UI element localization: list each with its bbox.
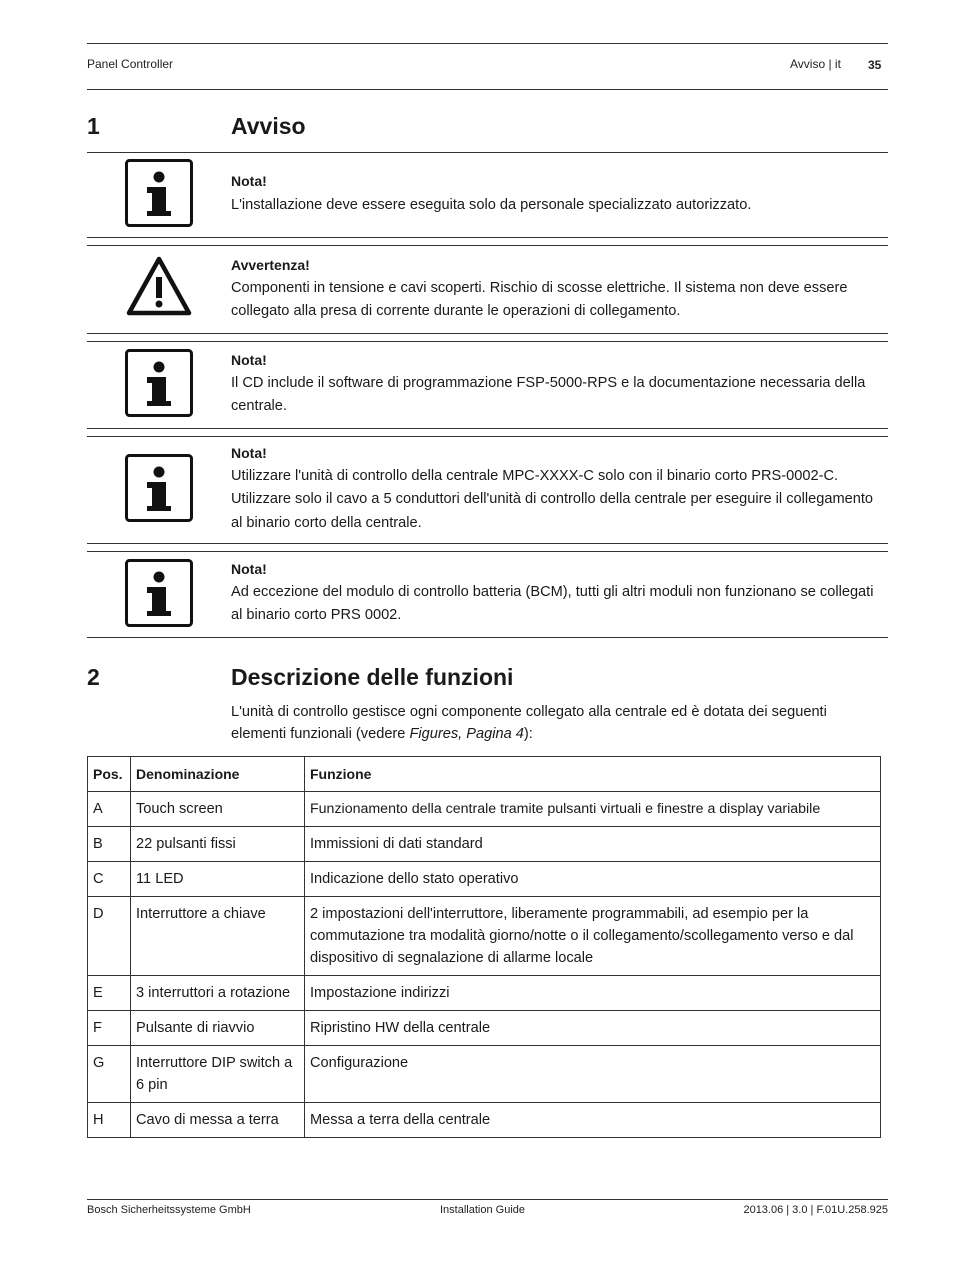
cell-funzione: 2 impostazioni dell'interruttore, liberamente programmabili, ad esempio per la commutazione tra modalità giorno/notte o il collegamento/scollegamento verso e dal dispositivo di segnalazione di allarme locale [305, 897, 881, 976]
header-doc-title: Panel Controller [87, 57, 174, 71]
note-1-bottom-rule [87, 237, 888, 238]
cell-funzione: Indicazione dello stato operativo [305, 862, 881, 897]
info-icon [125, 159, 193, 227]
cell-funzione: Funzionamento della centrale tramite pulsanti virtuali e finestre a display variabile [305, 792, 881, 827]
cell-funzione: Configurazione [305, 1046, 881, 1103]
table-row [88, 1046, 881, 1103]
warning-icon [125, 255, 193, 323]
header-section-lang: Avviso | it [790, 57, 841, 71]
table-row [88, 792, 881, 827]
section-2-intro [231, 701, 886, 745]
intro-text-after: ): [523, 726, 533, 742]
note-1-text: L'installazione deve essere eseguita solo da personale specializzato autorizzato. [231, 197, 752, 213]
cell-pos: B [88, 827, 131, 862]
section-1-title: Avviso [231, 113, 306, 139]
cell-denominazione: Interruttore a chiave [131, 897, 305, 976]
footer-company: Bosch Sicherheitssysteme GmbH [87, 1204, 251, 1216]
cell-denominazione: Pulsante di riavvio [131, 1011, 305, 1046]
header-denominazione: Denominazione [131, 757, 305, 792]
cell-pos: C [88, 862, 131, 897]
table-row [88, 897, 881, 976]
footer-doc-ref: 2013.06 | 3.0 | F.01U.258.925 [743, 1204, 888, 1216]
note-2-text: Componenti in tensione e cavi scoperti. Rischio di scosse elettriche. Il sistema non deve essere collegato alla presa di corrente durante le operazioni di collegamento. [231, 280, 848, 320]
note-2-bottom-rule [87, 333, 888, 334]
table-row [88, 1011, 881, 1046]
table-row [88, 827, 881, 862]
note-5-top-rule [87, 551, 888, 552]
note-3-text: Il CD include il software di programmazione FSP-5000-RPS e la documentazione necessaria della centrale. [231, 375, 866, 415]
note-4-bottom-rule [87, 543, 888, 544]
footer-rule [87, 1199, 888, 1200]
note-1-top-rule [87, 152, 888, 153]
table-row [88, 976, 881, 1011]
table-row [88, 862, 881, 897]
section-2-title: Descrizione delle funzioni [231, 664, 514, 690]
cell-denominazione: 22 pulsanti fissi [131, 827, 305, 862]
note-3-heading: Nota! [231, 352, 267, 368]
intro-text-before: L'unità di controllo gestisce ogni componente collegato alla centrale ed è dotata dei seguenti elementi funzionali (vedere [231, 704, 827, 742]
info-icon [125, 454, 193, 522]
note-5-bottom-rule [87, 637, 888, 638]
cell-denominazione: 11 LED [131, 862, 305, 897]
info-icon [125, 349, 193, 417]
cell-pos: D [88, 897, 131, 976]
header-bottom-rule [87, 89, 888, 90]
note-4-heading: Nota! [231, 445, 267, 461]
cell-pos: G [88, 1046, 131, 1103]
cell-pos: H [88, 1103, 131, 1138]
cell-funzione: Immissioni di dati standard [305, 827, 881, 862]
header-top-rule [87, 43, 888, 44]
table-row [88, 1103, 881, 1138]
note-2-heading: Avvertenza! [231, 257, 310, 273]
note-1-heading: Nota! [231, 173, 267, 189]
section-2-number: 2 [87, 664, 100, 690]
cell-funzione: Ripristino HW della centrale [305, 1011, 881, 1046]
note-3-bottom-rule [87, 428, 888, 429]
cell-denominazione: 3 interruttori a rotazione [131, 976, 305, 1011]
note-2-top-rule [87, 245, 888, 246]
functions-table [87, 756, 881, 1138]
info-icon [125, 559, 193, 627]
cell-funzione: Impostazione indirizzi [305, 976, 881, 1011]
cell-funzione: Messa a terra della centrale [305, 1103, 881, 1138]
note-3-top-rule [87, 341, 888, 342]
cell-denominazione: Interruttore DIP switch a 6 pin [131, 1046, 305, 1103]
note-5-text: Ad eccezione del modulo di controllo batteria (BCM), tutti gli altri moduli non funzionano se collegati al binario corto PRS 0002. [231, 584, 874, 624]
cell-pos: E [88, 976, 131, 1011]
intro-figure-link[interactable]: Figures, Pagina 4 [409, 726, 524, 742]
note-4-top-rule [87, 436, 888, 437]
section-1-number: 1 [87, 113, 100, 139]
header-pos: Pos. [88, 757, 131, 792]
footer-doc-type: Installation Guide [440, 1204, 525, 1216]
cell-pos: F [88, 1011, 131, 1046]
cell-denominazione: Touch screen [131, 792, 305, 827]
table-header-row [88, 757, 881, 792]
cell-denominazione: Cavo di messa a terra [131, 1103, 305, 1138]
page-number: 35 [868, 58, 882, 72]
note-4-text: Utilizzare l'unità di controllo della centrale MPC-XXXX-C solo con il binario corto PRS-0002-C. Utilizzare solo il cavo a 5 conduttori dell'unità di controllo della centrale per eseguire il collegamento al binario corto della centrale. [231, 468, 874, 531]
note-5-heading: Nota! [231, 561, 267, 577]
cell-pos: A [88, 792, 131, 827]
header-funzione: Funzione [305, 757, 881, 792]
